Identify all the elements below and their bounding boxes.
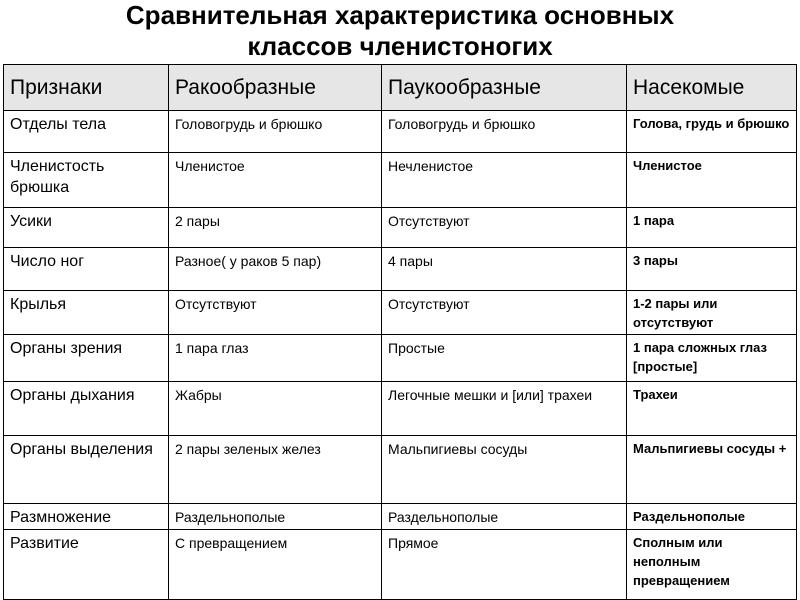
- cell-crustaceans: 2 пары зеленых желез: [169, 436, 382, 504]
- header-crustaceans: Ракообразные: [169, 65, 382, 111]
- row-feature: Членистость брюшка: [4, 153, 169, 208]
- title-line-1: Сравнительная характеристика основных: [125, 0, 675, 30]
- table-row: [4, 436, 797, 504]
- header-features: Признаки: [4, 65, 169, 111]
- table-row: [4, 382, 797, 436]
- table-row: [4, 291, 797, 335]
- cell-arachnids: Головогрудь и брюшко: [382, 111, 627, 153]
- row-feature: Усики: [4, 208, 169, 248]
- cell-arachnids: Мальпигиевы сосуды: [382, 436, 627, 504]
- title-line-2: классов членистоногих: [247, 31, 553, 61]
- cell-crustaceans: 1 пара глаз: [169, 335, 382, 382]
- cell-insects: Мальпигиевы сосуды +: [627, 436, 797, 504]
- row-feature: Крылья: [4, 291, 169, 335]
- cell-crustaceans: Жабры: [169, 382, 382, 436]
- cell-arachnids: Раздельнополые: [382, 504, 627, 530]
- cell-arachnids: Отсутствуют: [382, 291, 627, 335]
- cell-arachnids: Легочные мешки и [или] трахеи: [382, 382, 627, 436]
- table-row: [4, 530, 797, 600]
- cell-crustaceans: Разное( у раков 5 пар): [169, 248, 382, 291]
- row-feature: Развитие: [4, 530, 169, 600]
- cell-insects: 3 пары: [627, 248, 797, 291]
- page-title: [0, 0, 800, 62]
- cell-arachnids: Прямое: [382, 530, 627, 600]
- cell-insects: 1 пара: [627, 208, 797, 248]
- cell-crustaceans: Головогрудь и брюшко: [169, 111, 382, 153]
- cell-crustaceans: Раздельнополые: [169, 504, 382, 530]
- cell-insects: Членистое: [627, 153, 797, 208]
- cell-arachnids: 4 пары: [382, 248, 627, 291]
- cell-arachnids: Простые: [382, 335, 627, 382]
- cell-insects: 1-2 пары или отсутствуют: [627, 291, 797, 335]
- cell-arachnids: Нечленистое: [382, 153, 627, 208]
- table-row: [4, 153, 797, 208]
- table-row: [4, 248, 797, 291]
- row-feature: Органы дыхания: [4, 382, 169, 436]
- table-row: [4, 504, 797, 530]
- cell-insects: Раздельнополые: [627, 504, 797, 530]
- table-row: [4, 111, 797, 153]
- row-feature: Размножение: [4, 504, 169, 530]
- header-arachnids: Паукообразные: [382, 65, 627, 111]
- cell-crustaceans: Членистое: [169, 153, 382, 208]
- cell-arachnids: Отсутствуют: [382, 208, 627, 248]
- cell-insects: 1 пара сложных глаз [простые]: [627, 335, 797, 382]
- cell-crustaceans: С превращением: [169, 530, 382, 600]
- cell-crustaceans: 2 пары: [169, 208, 382, 248]
- cell-insects: Трахеи: [627, 382, 797, 436]
- header-insects: Насекомые: [627, 65, 797, 111]
- table-header-row: [4, 65, 797, 111]
- cell-crustaceans: Отсутствуют: [169, 291, 382, 335]
- cell-insects: Сполным или неполным превращением: [627, 530, 797, 600]
- cell-insects: Голова, грудь и брюшко: [627, 111, 797, 153]
- comparison-table: [3, 64, 797, 600]
- table-row: [4, 335, 797, 382]
- row-feature: Отделы тела: [4, 111, 169, 153]
- table-row: [4, 208, 797, 248]
- row-feature: Органы выделения: [4, 436, 169, 504]
- row-feature: Органы зрения: [4, 335, 169, 382]
- row-feature: Число ног: [4, 248, 169, 291]
